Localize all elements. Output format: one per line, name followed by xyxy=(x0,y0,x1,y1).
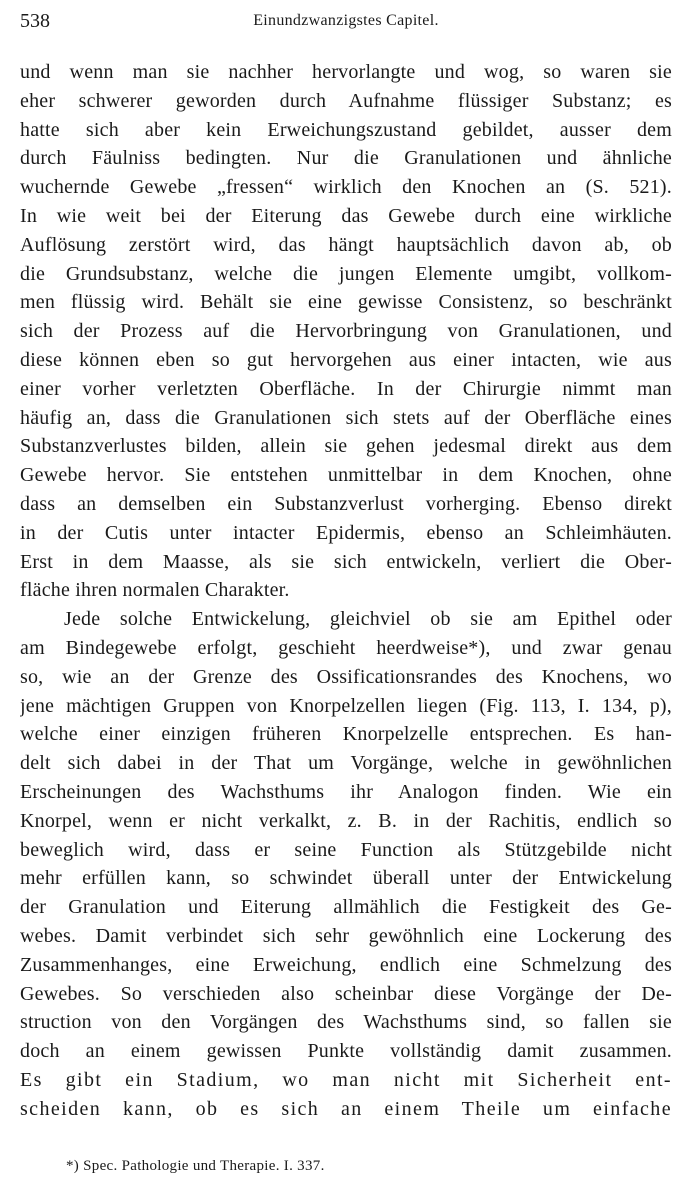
text-line: beweglich wird, dass er seine Function als Stützgebilde nicht xyxy=(20,838,672,861)
text-line: jene mächtigen Gruppen von Knorpelzellen liegen (Fig. 113, I. 134, p), xyxy=(20,694,672,717)
text-line: delt sich dabei in der That um Vorgänge, welche in gewöhnlichen xyxy=(20,752,672,775)
text-line: men flüssig wird. Behält sie eine gewisse Consistenz, so beschränkt xyxy=(20,291,672,314)
paragraph-2 xyxy=(20,605,672,1123)
text-line: sich der Prozess auf die Hervorbringung von Granulationen, und xyxy=(20,320,672,343)
text-line: durch Fäulniss bedingten. Nur die Granulationen und ähnliche xyxy=(20,147,672,170)
text-line: struction von den Vorgängen des Wachsthums sind, so fallen sie xyxy=(20,1011,672,1034)
page-number: 538 xyxy=(20,10,50,32)
text-line: Es gibt ein Stadium, wo man nicht mit Sicherheit ent- xyxy=(20,1068,672,1091)
text-line: eher schwerer geworden durch Aufnahme flüssiger Substanz; es xyxy=(20,89,672,112)
text-line: dass an demselben ein Substanzverlust vorherging. Ebenso direkt xyxy=(20,492,672,515)
text-line: webes. Damit verbindet sich sehr gewöhnlich eine Lockerung des xyxy=(20,924,672,947)
text-line: der Granulation und Eiterung allmählich die Festigkeit des Ge- xyxy=(20,896,672,919)
text-line: mehr erfüllen kann, so schwindet überall unter der Entwickelung xyxy=(20,867,672,890)
footnote: *) Spec. Pathologie und Therapie. I. 337. xyxy=(66,1158,325,1174)
text-line: Gewebes. So verschieden also scheinbar diese Vorgänge der De- xyxy=(20,982,672,1005)
text-line: in der Cutis unter intacter Epidermis, ebenso an Schleimhäuten. xyxy=(20,521,672,544)
text-line: einer vorher verletzten Oberfläche. In der Chirurgie nimmt man xyxy=(20,377,672,400)
text-line: Jede solche Entwickelung, gleichviel ob sie am Epithel oder xyxy=(64,608,672,631)
text-line: Erscheinungen des Wachsthums ihr Analogon finden. Wie ein xyxy=(20,780,672,803)
text-line: Knorpel, wenn er nicht verkalkt, z. B. in der Rachitis, endlich so xyxy=(20,809,672,832)
text-line: diese können eben so gut hervorgehen aus einer intacten, wie aus xyxy=(20,348,672,371)
text-line: wuchernde Gewebe „fressen“ wirklich den Knochen an (S. 521). xyxy=(20,176,672,199)
text-line: Gewebe hervor. Sie entstehen unmittelbar in dem Knochen, ohne xyxy=(20,464,672,487)
text-line: die Grundsubstanz, welche die jungen Elemente umgibt, vollkom- xyxy=(20,262,672,285)
body-text xyxy=(20,58,672,1123)
text-line: welche einer einzigen früheren Knorpelzelle entsprechen. Es han- xyxy=(20,723,672,746)
text-line: doch an einem gewissen Punkte vollständig damit zusammen. xyxy=(20,1040,672,1063)
text-line: Erst in dem Maasse, als sie sich entwickeln, verliert die Ober- xyxy=(20,550,672,573)
running-title: Einundzwanzigstes Capitel. xyxy=(253,12,439,29)
paragraph-1 xyxy=(20,58,672,605)
text-line: Zusammenhanges, eine Erweichung, endlich eine Schmelzung des xyxy=(20,953,672,976)
text-line: häufig an, dass die Granulationen sich stets auf der Oberfläche eines xyxy=(20,406,672,429)
text-line: Auflösung zerstört wird, das hängt hauptsächlich davon ab, ob xyxy=(20,233,672,256)
text-line: am Bindegewebe erfolgt, geschieht heerdweise*), und zwar genau xyxy=(20,636,672,659)
text-line: In wie weit bei der Eiterung das Gewebe durch eine wirkliche xyxy=(20,204,672,227)
text-line: scheiden kann, ob es sich an einem Theile um einfache xyxy=(20,1097,672,1120)
text-line: hatte sich aber kein Erweichungszustand gebildet, ausser dem xyxy=(20,118,672,141)
page-header xyxy=(20,10,672,44)
text-line: fläche ihren normalen Charakter. xyxy=(20,579,290,602)
text-line: und wenn man sie nachher hervorlangte und wog, so waren sie xyxy=(20,61,672,83)
text-line: so, wie an der Grenze des Ossificationsrandes des Knochens, wo xyxy=(20,665,672,688)
text-line: Substanzverlustes bilden, allein sie gehen jedesmal direkt aus dem xyxy=(20,435,672,458)
